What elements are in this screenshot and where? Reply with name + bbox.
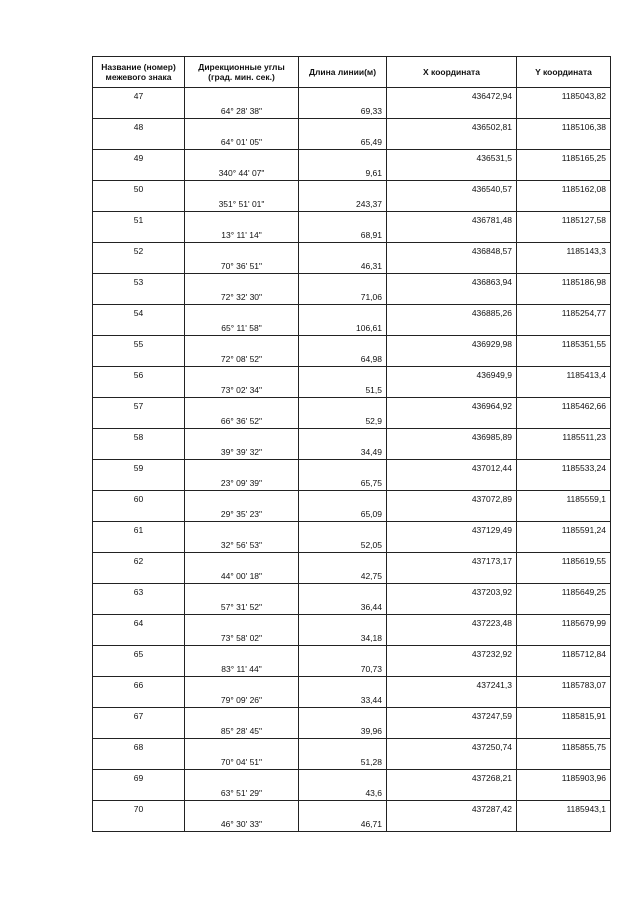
x-coordinate: 437287,42 [387,801,517,817]
line-length: 243,37 [299,196,387,212]
point-name: 54 [93,305,185,321]
segment-row [93,692,611,708]
point-row [93,739,611,755]
empty-cell [387,816,517,832]
point-row [93,460,611,476]
line-length: 65,09 [299,506,387,522]
header-name: Название (номер) межевого знака [93,57,185,88]
point-name: 52 [93,243,185,259]
empty-cell [517,785,611,801]
segment-row [93,816,611,832]
header-angle: Дирекционные углы (град. мин. сек.) [185,57,299,88]
point-name: 50 [93,181,185,197]
point-name: 48 [93,119,185,135]
empty-cell [93,785,185,801]
line-length: 70,73 [299,661,387,677]
point-name: 51 [93,212,185,228]
empty-cell [185,646,299,662]
y-coordinate: 1185165,25 [517,150,611,166]
empty-cell [185,522,299,538]
empty-cell [517,351,611,367]
point-row [93,677,611,693]
segment-row [93,320,611,336]
direction-angle: 73° 02' 34" [185,382,299,398]
x-coordinate: 436863,94 [387,274,517,290]
empty-cell [517,506,611,522]
segment-row [93,382,611,398]
empty-cell [93,227,185,243]
line-length: 65,49 [299,134,387,150]
direction-angle: 64° 28' 38" [185,103,299,119]
x-coordinate: 436502,81 [387,119,517,135]
segment-row [93,630,611,646]
y-coordinate: 1185815,91 [517,708,611,724]
empty-cell [93,661,185,677]
point-row [93,522,611,538]
y-coordinate: 1185712,84 [517,646,611,662]
line-length: 65,75 [299,475,387,491]
x-coordinate: 436531,5 [387,150,517,166]
header-x: X координата [387,57,517,88]
line-length: 42,75 [299,568,387,584]
empty-cell [299,212,387,228]
y-coordinate: 1185679,99 [517,615,611,631]
x-coordinate: 436540,57 [387,181,517,197]
point-name: 56 [93,367,185,383]
direction-angle: 46° 30' 33" [185,816,299,832]
point-name: 53 [93,274,185,290]
y-coordinate: 1185855,75 [517,739,611,755]
empty-cell [517,630,611,646]
point-name: 67 [93,708,185,724]
line-length: 52,05 [299,537,387,553]
empty-cell [93,599,185,615]
y-coordinate: 1185649,25 [517,584,611,600]
empty-cell [93,816,185,832]
empty-cell [387,661,517,677]
empty-cell [387,723,517,739]
empty-cell [185,181,299,197]
line-length: 34,18 [299,630,387,646]
empty-cell [387,258,517,274]
direction-angle: 85° 28' 45" [185,723,299,739]
table-header-row [93,57,611,88]
empty-cell [387,289,517,305]
line-length: 36,44 [299,599,387,615]
point-name: 59 [93,460,185,476]
empty-cell [387,165,517,181]
empty-cell [517,165,611,181]
empty-cell [299,150,387,166]
boundary-coordinates-table [92,56,611,832]
x-coordinate: 436929,98 [387,336,517,352]
line-length: 71,06 [299,289,387,305]
empty-cell [299,708,387,724]
empty-cell [517,661,611,677]
empty-cell [299,243,387,259]
segment-row [93,351,611,367]
segment-row [93,444,611,460]
x-coordinate: 437173,17 [387,553,517,569]
empty-cell [299,522,387,538]
segment-row [93,537,611,553]
empty-cell [299,646,387,662]
direction-angle: 83° 11' 44" [185,661,299,677]
y-coordinate: 1185127,58 [517,212,611,228]
point-row [93,336,611,352]
y-coordinate: 1185511,23 [517,429,611,445]
y-coordinate: 1185143,3 [517,243,611,259]
direction-angle: 79° 09' 26" [185,692,299,708]
empty-cell [299,336,387,352]
direction-angle: 72° 08' 52" [185,351,299,367]
empty-cell [299,677,387,693]
empty-cell [517,723,611,739]
empty-cell [93,351,185,367]
point-name: 47 [93,88,185,104]
point-name: 60 [93,491,185,507]
empty-cell [517,289,611,305]
empty-cell [93,568,185,584]
point-row [93,615,611,631]
y-coordinate: 1185943,1 [517,801,611,817]
x-coordinate: 437129,49 [387,522,517,538]
empty-cell [93,444,185,460]
segment-row [93,258,611,274]
empty-cell [299,429,387,445]
point-row [93,584,611,600]
y-coordinate: 1185591,24 [517,522,611,538]
empty-cell [387,754,517,770]
empty-cell [387,134,517,150]
empty-cell [185,398,299,414]
line-length: 9,61 [299,165,387,181]
direction-angle: 70° 04' 51" [185,754,299,770]
point-row [93,398,611,414]
y-coordinate: 1185533,24 [517,460,611,476]
empty-cell [517,537,611,553]
point-name: 69 [93,770,185,786]
empty-cell [93,630,185,646]
empty-cell [299,274,387,290]
empty-cell [387,196,517,212]
empty-cell [517,382,611,398]
empty-cell [93,506,185,522]
point-name: 61 [93,522,185,538]
empty-cell [299,553,387,569]
header-length: Длина линии(м) [299,57,387,88]
y-coordinate: 1185186,98 [517,274,611,290]
empty-cell [185,584,299,600]
direction-angle: 23° 09' 39" [185,475,299,491]
point-row [93,274,611,290]
x-coordinate: 436985,89 [387,429,517,445]
empty-cell [387,320,517,336]
empty-cell [185,243,299,259]
line-length: 46,71 [299,816,387,832]
direction-angle: 65° 11' 58" [185,320,299,336]
empty-cell [299,615,387,631]
empty-cell [299,119,387,135]
empty-cell [185,336,299,352]
x-coordinate: 436781,48 [387,212,517,228]
y-coordinate: 1185413,4 [517,367,611,383]
empty-cell [387,506,517,522]
empty-cell [387,568,517,584]
empty-cell [299,460,387,476]
empty-cell [185,88,299,104]
empty-cell [387,630,517,646]
empty-cell [517,816,611,832]
empty-cell [93,413,185,429]
empty-cell [93,258,185,274]
line-length: 34,49 [299,444,387,460]
x-coordinate: 436848,57 [387,243,517,259]
direction-angle: 66° 36' 52" [185,413,299,429]
direction-angle: 29° 35' 23" [185,506,299,522]
segment-row [93,599,611,615]
direction-angle: 351° 51' 01" [185,196,299,212]
x-coordinate: 437203,92 [387,584,517,600]
line-length: 52,9 [299,413,387,429]
empty-cell [387,351,517,367]
segment-row [93,785,611,801]
line-length: 33,44 [299,692,387,708]
point-row [93,305,611,321]
y-coordinate: 1185106,38 [517,119,611,135]
empty-cell [387,599,517,615]
empty-cell [517,568,611,584]
segment-row [93,723,611,739]
empty-cell [387,537,517,553]
point-name: 68 [93,739,185,755]
point-row [93,243,611,259]
segment-row [93,413,611,429]
point-row [93,491,611,507]
empty-cell [185,212,299,228]
direction-angle: 57° 31' 52" [185,599,299,615]
y-coordinate: 1185043,82 [517,88,611,104]
point-row [93,553,611,569]
empty-cell [387,103,517,119]
x-coordinate: 437012,44 [387,460,517,476]
point-row [93,801,611,817]
point-row [93,708,611,724]
empty-cell [185,429,299,445]
point-row [93,770,611,786]
empty-cell [93,320,185,336]
empty-cell [93,103,185,119]
direction-angle: 13° 11' 14" [185,227,299,243]
empty-cell [517,258,611,274]
empty-cell [185,553,299,569]
empty-cell [299,584,387,600]
empty-cell [387,475,517,491]
empty-cell [93,289,185,305]
x-coordinate: 437232,92 [387,646,517,662]
point-row [93,88,611,104]
x-coordinate: 437250,74 [387,739,517,755]
point-name: 65 [93,646,185,662]
empty-cell [185,801,299,817]
empty-cell [387,785,517,801]
empty-cell [185,615,299,631]
empty-cell [93,475,185,491]
direction-angle: 72° 32' 30" [185,289,299,305]
point-name: 57 [93,398,185,414]
line-length: 43,6 [299,785,387,801]
segment-row [93,506,611,522]
y-coordinate: 1185254,77 [517,305,611,321]
point-row [93,181,611,197]
empty-cell [93,382,185,398]
empty-cell [185,274,299,290]
line-length: 51,28 [299,754,387,770]
empty-cell [299,398,387,414]
segment-row [93,754,611,770]
line-length: 46,31 [299,258,387,274]
empty-cell [517,475,611,491]
line-length: 64,98 [299,351,387,367]
empty-cell [185,739,299,755]
direction-angle: 63° 51' 29" [185,785,299,801]
direction-angle: 340° 44' 07" [185,165,299,181]
y-coordinate: 1185783,07 [517,677,611,693]
segment-row [93,475,611,491]
x-coordinate: 436885,26 [387,305,517,321]
point-name: 58 [93,429,185,445]
point-name: 55 [93,336,185,352]
y-coordinate: 1185462,66 [517,398,611,414]
empty-cell [93,165,185,181]
empty-cell [299,367,387,383]
empty-cell [93,134,185,150]
empty-cell [185,460,299,476]
line-length: 39,96 [299,723,387,739]
empty-cell [517,692,611,708]
empty-cell [185,150,299,166]
empty-cell [517,196,611,212]
empty-cell [299,739,387,755]
point-row [93,429,611,445]
x-coordinate: 437223,48 [387,615,517,631]
empty-cell [517,320,611,336]
point-row [93,119,611,135]
point-name: 70 [93,801,185,817]
x-coordinate: 436472,94 [387,88,517,104]
line-length: 68,91 [299,227,387,243]
point-row [93,212,611,228]
point-name: 63 [93,584,185,600]
empty-cell [185,367,299,383]
x-coordinate: 437247,59 [387,708,517,724]
y-coordinate: 1185903,96 [517,770,611,786]
direction-angle: 70° 36' 51" [185,258,299,274]
empty-cell [93,723,185,739]
empty-cell [517,227,611,243]
empty-cell [387,382,517,398]
direction-angle: 73° 58' 02" [185,630,299,646]
segment-row [93,196,611,212]
empty-cell [517,599,611,615]
empty-cell [299,770,387,786]
direction-angle: 44° 00' 18" [185,568,299,584]
empty-cell [185,677,299,693]
point-name: 49 [93,150,185,166]
empty-cell [517,754,611,770]
y-coordinate: 1185619,55 [517,553,611,569]
x-coordinate: 437241,3 [387,677,517,693]
point-row [93,646,611,662]
line-length: 106,61 [299,320,387,336]
table-body [93,88,611,832]
direction-angle: 64° 01' 05" [185,134,299,150]
point-row [93,367,611,383]
header-y: Y координата [517,57,611,88]
empty-cell [185,491,299,507]
point-name: 62 [93,553,185,569]
empty-cell [517,413,611,429]
x-coordinate: 437072,89 [387,491,517,507]
direction-angle: 32° 56' 53" [185,537,299,553]
empty-cell [517,444,611,460]
point-name: 64 [93,615,185,631]
y-coordinate: 1185162,08 [517,181,611,197]
empty-cell [93,754,185,770]
empty-cell [387,444,517,460]
empty-cell [517,134,611,150]
empty-cell [93,537,185,553]
point-name: 66 [93,677,185,693]
x-coordinate: 436964,92 [387,398,517,414]
empty-cell [299,181,387,197]
empty-cell [299,88,387,104]
empty-cell [185,770,299,786]
empty-cell [387,413,517,429]
segment-row [93,289,611,305]
x-coordinate: 436949,9 [387,367,517,383]
x-coordinate: 437268,21 [387,770,517,786]
empty-cell [299,305,387,321]
y-coordinate: 1185351,55 [517,336,611,352]
empty-cell [299,801,387,817]
segment-row [93,103,611,119]
segment-row [93,134,611,150]
line-length: 51,5 [299,382,387,398]
empty-cell [93,196,185,212]
point-row [93,150,611,166]
segment-row [93,568,611,584]
empty-cell [185,305,299,321]
y-coordinate: 1185559,1 [517,491,611,507]
empty-cell [299,491,387,507]
empty-cell [387,692,517,708]
segment-row [93,165,611,181]
segment-row [93,227,611,243]
empty-cell [517,103,611,119]
segment-row [93,661,611,677]
empty-cell [93,692,185,708]
direction-angle: 39° 39' 32" [185,444,299,460]
empty-cell [185,708,299,724]
empty-cell [185,119,299,135]
empty-cell [387,227,517,243]
line-length: 69,33 [299,103,387,119]
